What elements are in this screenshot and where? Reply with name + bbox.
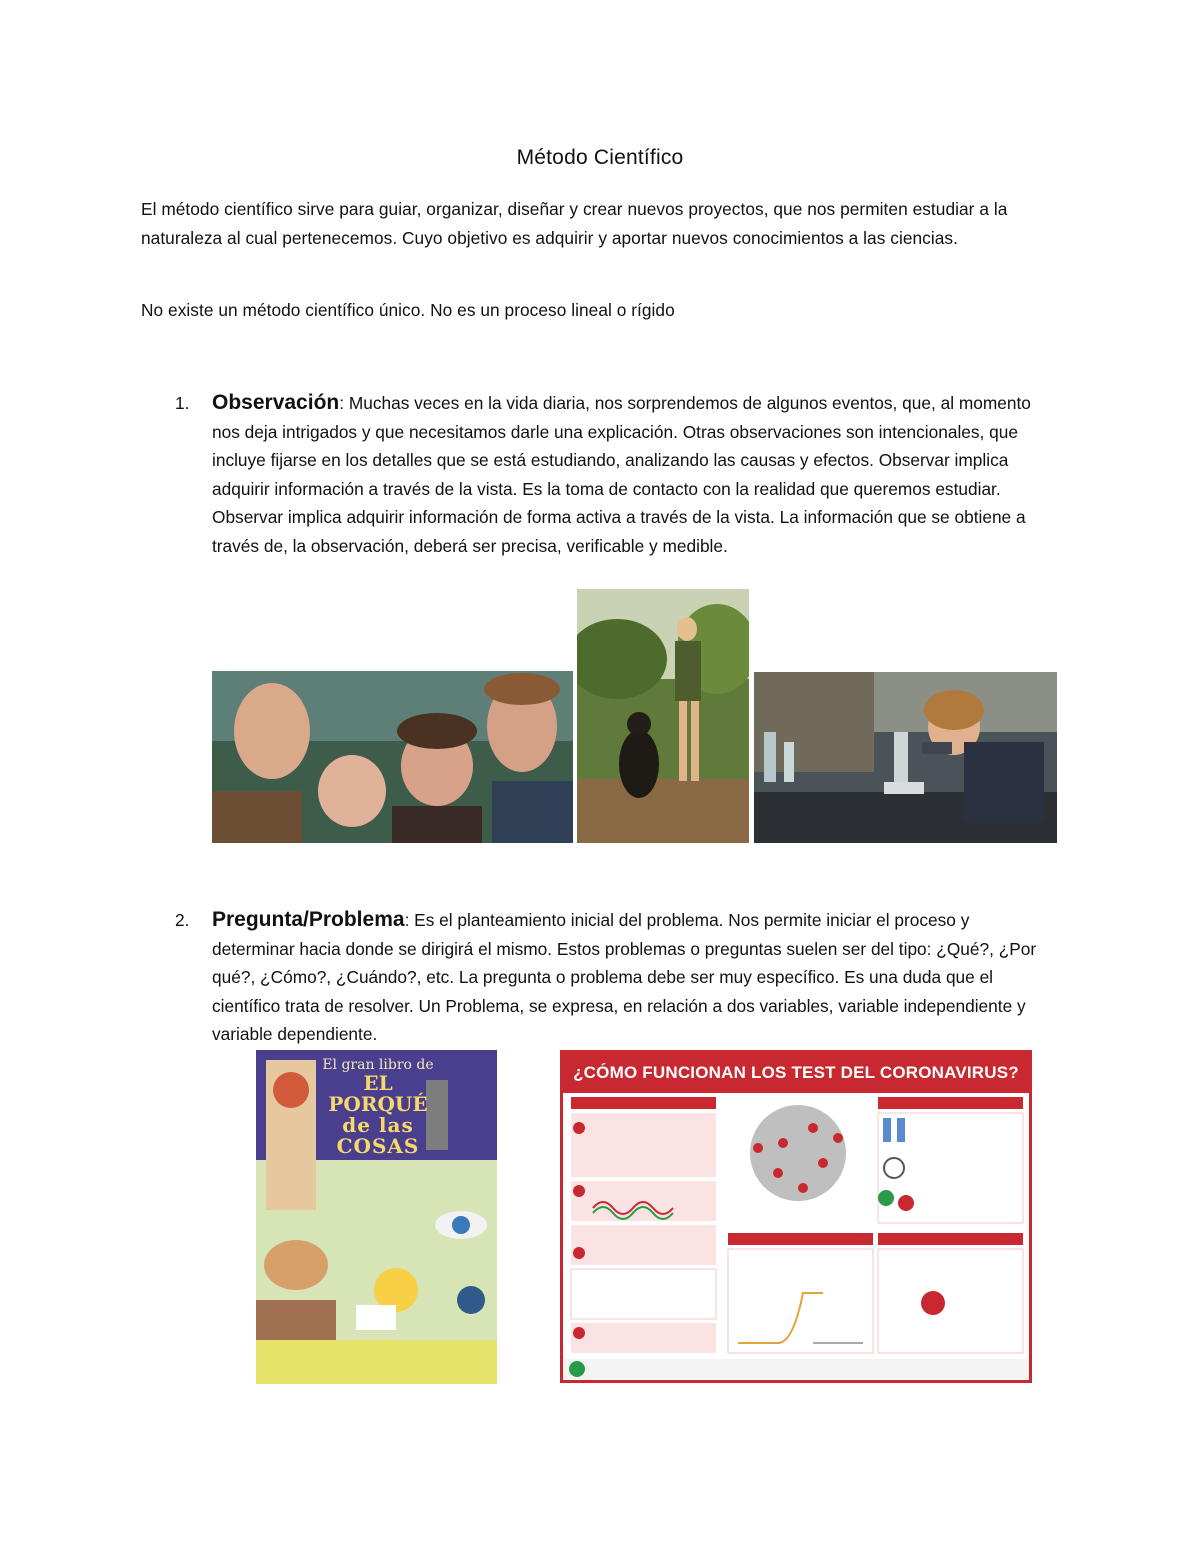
researcher-with-chimpanzee-photo — [577, 589, 749, 843]
step-heading: Pregunta/Problema — [212, 908, 405, 931]
step-heading: Observación — [212, 391, 340, 414]
list-number: 2. — [175, 910, 190, 930]
step-text: : Muchas veces en la vida diaria, nos sorprendemos de algunos eventos, que, al momento nos deja intrigados y que necesitamos darle una explicación. Otras observaciones son intencionales, que incluye fijarse en los detalles que se está estudiando, analizando las causas y efectos. Observar implica adquirir información a través de la vista. Es la toma de contacto con la realidad que queremos estudiar. Observar implica adquirir información de forma activa a través de la vista. La información que se obtiene a través de, la observación, deberá ser precisa, verificable y medible. — [212, 393, 1031, 556]
book-cover-title — [318, 1058, 438, 1157]
document-title: Método Científico — [516, 146, 684, 169]
infographic-title: ¿CÓMO FUNCIONAN LOS TEST DEL CORONAVIRUS? — [563, 1053, 1029, 1093]
crowd-looking-up-photo — [212, 671, 573, 843]
list-item-body — [212, 906, 1052, 1049]
book-cover-image — [256, 1050, 497, 1384]
note-paragraph: No existe un método científico único. No es un proceso lineal o rígido — [141, 300, 675, 320]
coronavirus-test-infographic — [560, 1050, 1032, 1383]
book-title-line1: El gran libro de — [322, 1057, 434, 1073]
list-item-body — [212, 389, 1052, 561]
intro-paragraph: El método científico sirve para guiar, organizar, diseñar y crear nuevos proyectos, que nos permiten estudiar a la naturaleza al cual pertenecemos. Cuyo objetivo es adquirir y aportar nuevos conocimientos a las ciencias. — [141, 199, 1008, 248]
list-number: 1. — [175, 393, 190, 413]
step-text: : Es el planteamiento inicial del problema. Nos permite iniciar el proceso y determinar hacia donde se dirigirá el mismo. Estos problemas o preguntas suelen ser del tipo: ¿Qué?, ¿Por qué?, ¿Cómo?, ¿Cuándo?, etc. La pregunta o problema debe ser muy específico. Es una duda que el científico trata de resolver. Un Problema, se expresa, en relación a dos variables, variable independiente y variable dependiente. — [212, 910, 1037, 1045]
laboratory-microscope-photo — [754, 672, 1057, 843]
book-title-line3: de las COSAS — [336, 1112, 420, 1158]
book-title-line2: EL PORQUÉ — [328, 1070, 428, 1116]
